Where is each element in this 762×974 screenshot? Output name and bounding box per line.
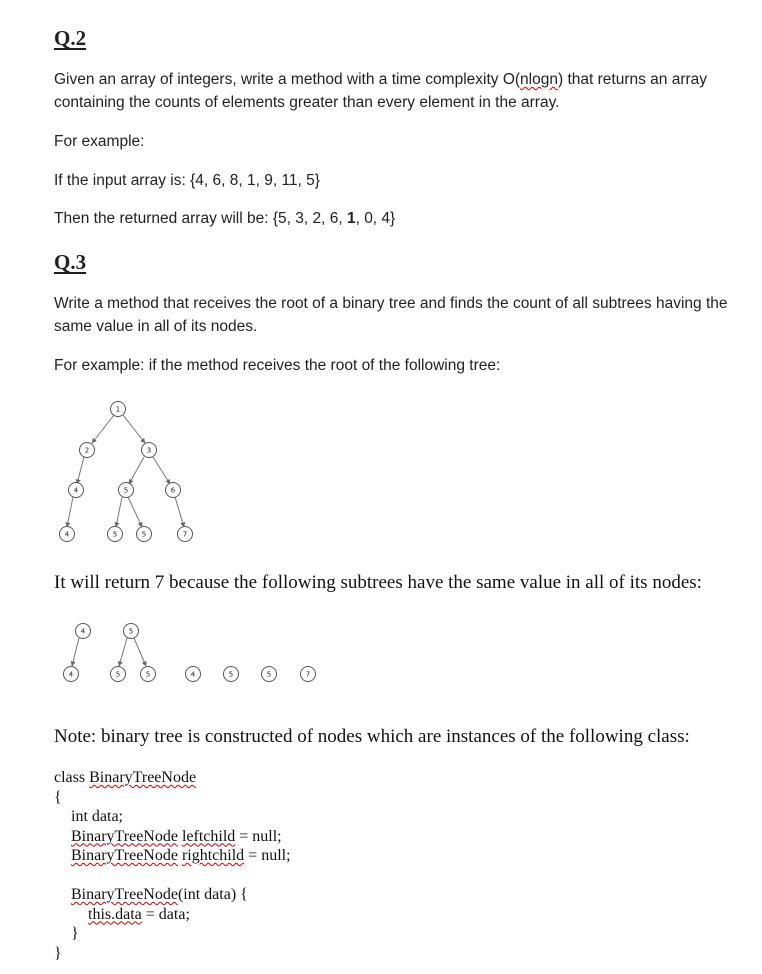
tree-node-n5a-label: 5 <box>112 530 118 539</box>
q2-output-prefix: Then the returned array will be: {5, 3, 2, 6, <box>54 210 347 227</box>
code-block <box>54 768 291 963</box>
edge-2-4 <box>77 457 84 484</box>
subtree-node-2-label: 5 <box>128 627 134 636</box>
edge-5-5b <box>128 497 142 527</box>
subtree-node-5-label: 4 <box>190 670 196 679</box>
tree-node-n5b-label: 5 <box>141 530 147 539</box>
subtree-node-8-label: 7 <box>305 670 311 679</box>
tree-node-n5 <box>119 483 134 498</box>
sub-edge-4-4 <box>72 638 79 666</box>
edge-1-3 <box>123 415 145 443</box>
code-field-data: int data; <box>71 808 123 825</box>
subtree-node-7 <box>262 667 277 682</box>
edge-3-6 <box>153 457 170 484</box>
code-right-type: BinaryTreeNode <box>71 847 178 864</box>
tree-node-n6 <box>166 483 181 498</box>
tree-node-n2-label: 2 <box>84 446 90 455</box>
tree-node-n3 <box>142 443 157 458</box>
q3-heading: Q.3 <box>54 250 87 274</box>
q3-note-text: Note: binary tree is constructed of nodes which are instances of the following class: <box>54 726 690 747</box>
subtree-node-3 <box>111 667 126 682</box>
subtree-node-3-label: 5 <box>115 670 121 679</box>
code-inner-close: } <box>71 925 79 942</box>
edge-4-4 <box>67 497 73 527</box>
edge-1-2 <box>92 415 114 443</box>
q2-output-suffix: , 0, 4} <box>355 210 396 227</box>
subtree-node-2 <box>124 624 139 639</box>
subtree-node-5 <box>186 667 201 682</box>
edge-6-7 <box>175 497 184 527</box>
code-constructor <box>54 885 291 905</box>
q2-description-part2: ) that returns an array containing the counts of elements greater than every element in the array. <box>54 71 708 111</box>
tree-node-n4-label: 4 <box>73 486 79 495</box>
code-outer-close: } <box>54 944 62 962</box>
edge-3-5 <box>129 457 144 484</box>
q2-description-part1: Given an array of integers, write a method with a time complexity O( <box>54 71 521 88</box>
q3-example-line: For example: if the method receives the root of the following tree: <box>54 357 501 374</box>
code-right-name: rightchild <box>181 847 245 864</box>
code-class-keyword: class <box>54 769 90 786</box>
tree-node-n3-label: 3 <box>146 446 152 455</box>
q3-result-text: It will return 7 because the following subtrees have the same value in all of its nodes: <box>54 572 702 593</box>
subtree-node-0 <box>76 624 91 639</box>
tree-node-n5b <box>137 527 152 542</box>
code-assign-lhs: this.data <box>88 905 142 923</box>
sub-edge-5-5a <box>119 638 127 666</box>
tree-node-n1-label: 1 <box>115 405 121 414</box>
subtree-node-4-label: 5 <box>145 670 151 679</box>
code-right-rest: = null; <box>244 847 291 864</box>
subtree-node-8 <box>301 667 316 682</box>
code-ctor-name: BinaryTreeNode <box>71 886 178 903</box>
code-assign-rest: = data; <box>141 905 190 923</box>
tree-node-n7-label: 7 <box>182 530 188 539</box>
q2-heading: Q.2 <box>54 26 87 50</box>
subtree-node-1-label: 4 <box>68 670 74 679</box>
code-left-type: BinaryTreeNode <box>71 827 178 845</box>
q2-input-line: If the input array is: {4, 6, 8, 1, 9, 11, 5} <box>54 172 320 189</box>
tree-node-n6-label: 6 <box>170 486 176 495</box>
code-ctor-rest: (int data) { <box>177 886 248 903</box>
subtree-node-6 <box>224 667 239 682</box>
q3-description: Write a method that receives the root of a binary tree and finds the count of all subtrees having the same value in all of its nodes. <box>54 295 728 335</box>
subtree-node-0-label: 4 <box>80 627 86 636</box>
tree-node-n7 <box>178 527 193 542</box>
subtree-node-4 <box>141 667 156 682</box>
tree-node-n4b-label: 4 <box>64 530 70 539</box>
tree-node-n5-label: 5 <box>123 486 129 495</box>
tree-node-n4b <box>60 527 75 542</box>
tree-node-n5a <box>108 527 123 542</box>
code-field-left <box>54 827 291 847</box>
code-left-name: leftchild <box>181 827 236 845</box>
tree-node-n2 <box>80 443 95 458</box>
code-left-rest: = null; <box>235 827 282 845</box>
code-field-right <box>54 846 291 866</box>
q2-output-bold: 1 <box>346 210 356 227</box>
sub-edge-5-5b <box>134 638 146 666</box>
code-class-name: BinaryTreeNode <box>89 769 197 786</box>
edge-5-5a <box>116 497 122 527</box>
code-assign <box>54 905 291 925</box>
subtree-node-6-label: 5 <box>228 670 234 679</box>
subtree-node-1 <box>64 667 79 682</box>
tree-node-n4 <box>69 483 84 498</box>
q2-complexity-term: nlogn <box>520 71 558 88</box>
subtree-node-7-label: 5 <box>266 670 272 679</box>
code-open-brace: { <box>54 788 62 806</box>
q2-example-label: For example: <box>54 133 145 150</box>
tree-node-n1 <box>111 402 126 417</box>
code-class-line <box>54 768 291 788</box>
